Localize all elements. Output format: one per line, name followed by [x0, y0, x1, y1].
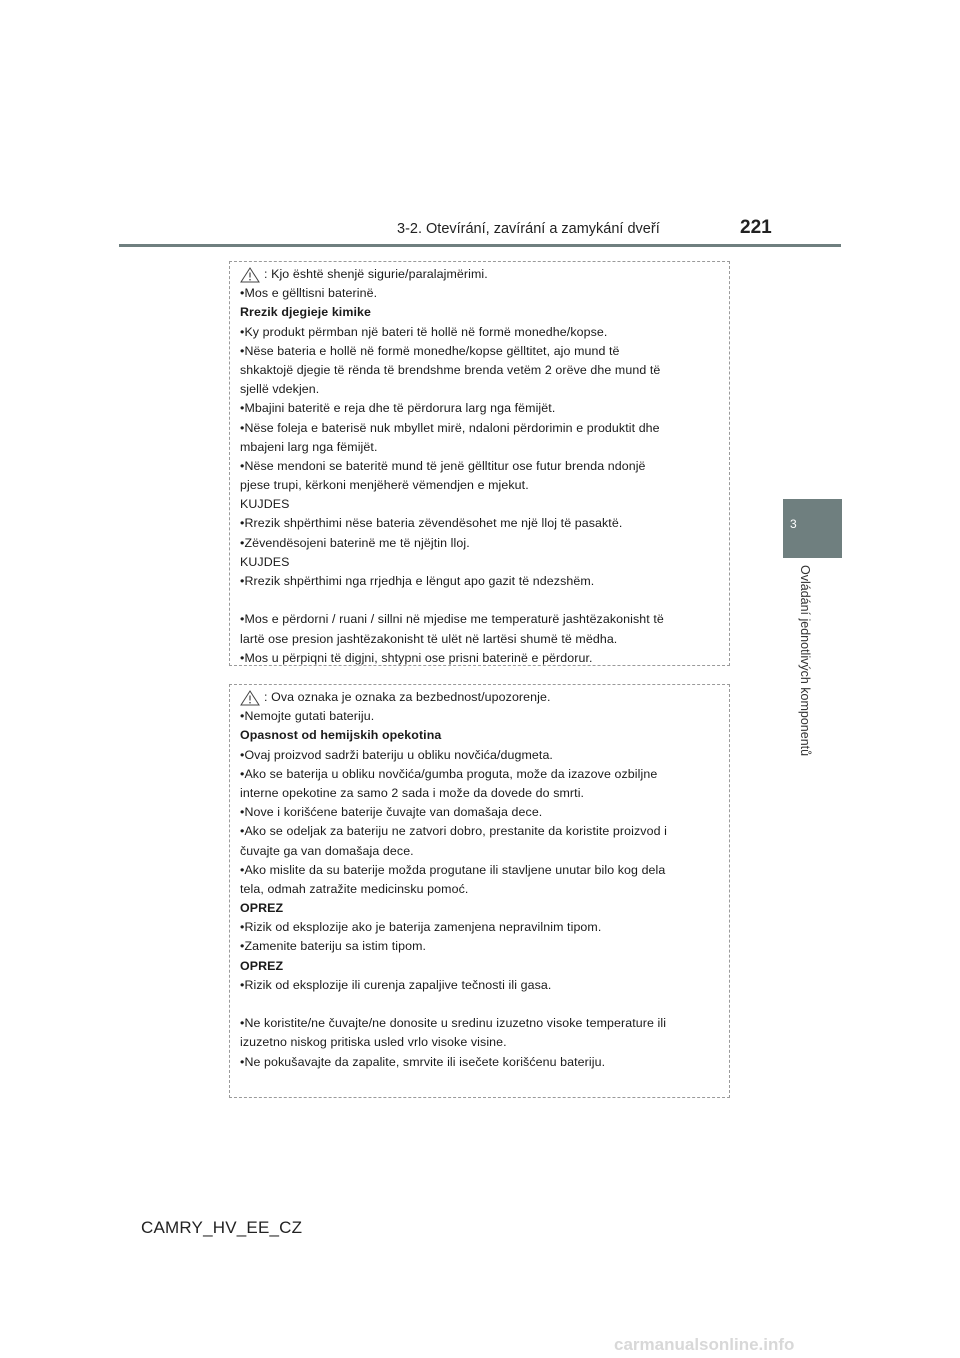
text-line	[240, 591, 729, 610]
text-line: interne opekotine za samo 2 sada i može da dovede do smrti.	[240, 785, 585, 800]
text-line: •Rrezik shpërthimi nëse bateria zëvendësohet me një lloj të pasaktë.	[240, 516, 623, 531]
text-line: pjese trupi, kërkoni menjëherë vëmendjen e mjekut.	[240, 478, 529, 493]
chapter-number: 3	[790, 517, 797, 531]
text-line: •Nemojte gutati bateriju.	[240, 709, 375, 724]
text-line: •Mos e përdorni / ruani / sillni në mjedise me temperaturë jashtëzakonisht të	[240, 612, 664, 627]
text-line	[240, 995, 729, 1014]
text-line: •Ne koristite/ne čuvajte/ne donosite u sredinu izuzetno visoke temperature ili	[240, 1016, 667, 1031]
text-line: Opasnost od hemijskih opekotina	[240, 728, 442, 743]
warning-header	[240, 688, 729, 707]
warning-triangle-icon	[240, 267, 260, 283]
text-line: shkaktojë djegie të rënda të brendshme brenda vetëm 2 orëve dhe mund të	[240, 362, 661, 377]
warning-triangle-icon	[240, 690, 260, 706]
text-line: •Nove i korišćene baterije čuvajte van domašaja dece.	[240, 805, 543, 820]
text-line: Rrezik djegieje kimike	[240, 305, 371, 320]
watermark: carmanualsonline.info	[614, 1335, 795, 1354]
text-line: •Ako se baterija u obliku novčića/gumba proguta, može da izazove ozbiljne	[240, 766, 658, 781]
text-line: OPREZ	[240, 958, 284, 973]
text-line: sjellë vdekjen.	[240, 382, 320, 397]
warning-header	[240, 265, 729, 284]
text-line: •Ovaj proizvod sadrži bateriju u obliku novčića/dugmeta.	[240, 747, 553, 762]
document-code: CAMRY_HV_EE_CZ	[141, 1218, 303, 1237]
header-rule	[119, 244, 841, 247]
page-number: 221	[740, 217, 772, 238]
text-line: •Ako mislite da su baterije možda progutane ili stavljene unutar bilo kog dela	[240, 862, 666, 877]
text-line: čuvajte ga van domašaja dece.	[240, 843, 414, 858]
text-line: •Rizik od eksplozije ako je baterija zamenjena nepravilnim tipom.	[240, 920, 602, 935]
text-line: •Nëse mendoni se bateritë mund të jenë gëlltitur ose futur brenda ndonjë	[240, 458, 646, 473]
chapter-tab	[783, 499, 842, 558]
text-line: •Mbajini bateritë e reja dhe të përdorura larg nga fëmijët.	[240, 401, 556, 416]
text-line: •Zëvendësojeni baterinë me të njëjtin lloj.	[240, 535, 470, 550]
text-line: OPREZ	[240, 901, 284, 916]
text-line: •Rrezik shpërthimi nga rrjedhja e lëngut apo gazit të ndezshëm.	[240, 574, 595, 588]
text-line: KUJDES	[240, 497, 290, 512]
box-lines	[240, 707, 729, 1072]
text-line: •Rizik od eksplozije ili curenja zapaljive tečnosti ili gasa.	[240, 977, 552, 992]
warning-header-text: : Kjo është shenjë sigurie/paralajmërimi.	[264, 267, 488, 281]
text-line: •Ne pokušavajte da zapalite, smrvite ili isečete korišćenu bateriju.	[240, 1054, 606, 1069]
text-line: mbajeni larg nga fëmijët.	[240, 439, 378, 454]
box-lines	[240, 284, 729, 668]
text-line: tela, odmah zatražite medicinsku pomoć.	[240, 881, 469, 896]
text-line: •Ky produkt përmban një bateri të hollë në formë monedhe/kopse.	[240, 324, 608, 339]
text-line: •Nëse foleja e baterisë nuk mbyllet mirë, ndaloni përdorimin e produktit dhe	[240, 420, 660, 435]
warning-box-albanian	[229, 261, 730, 666]
text-line: •Mos e gëlltisni baterinë.	[240, 286, 378, 301]
text-line: •Nëse bateria e hollë në formë monedhe/kopse gëlltitet, ajo mund të	[240, 343, 620, 358]
text-line: •Mos u përpiqni të digjni, shtypni ose prisni baterinë e përdorur.	[240, 650, 593, 665]
section-title: 3-2. Otevírání, zavírání a zamykání dveří	[397, 221, 660, 237]
warning-box-serbian	[229, 684, 730, 1098]
text-line: •Zamenite bateriju sa istim tipom.	[240, 939, 427, 954]
text-line: lartë ose presion jashtëzakonisht të ulët në lartësi shumë të mëdha.	[240, 631, 618, 646]
text-line: izuzetno niskog pritiska usled vrlo visoke visine.	[240, 1035, 507, 1050]
chapter-label: Ovládání jednotlivých komponentů	[798, 565, 812, 757]
warning-header-text: : Ova oznaka je oznaka za bezbednost/upozorenje.	[264, 690, 551, 704]
text-line: KUJDES	[240, 554, 290, 569]
text-line: •Ako se odeljak za bateriju ne zatvori dobro, prestanite da koristite proizvod i	[240, 824, 667, 839]
